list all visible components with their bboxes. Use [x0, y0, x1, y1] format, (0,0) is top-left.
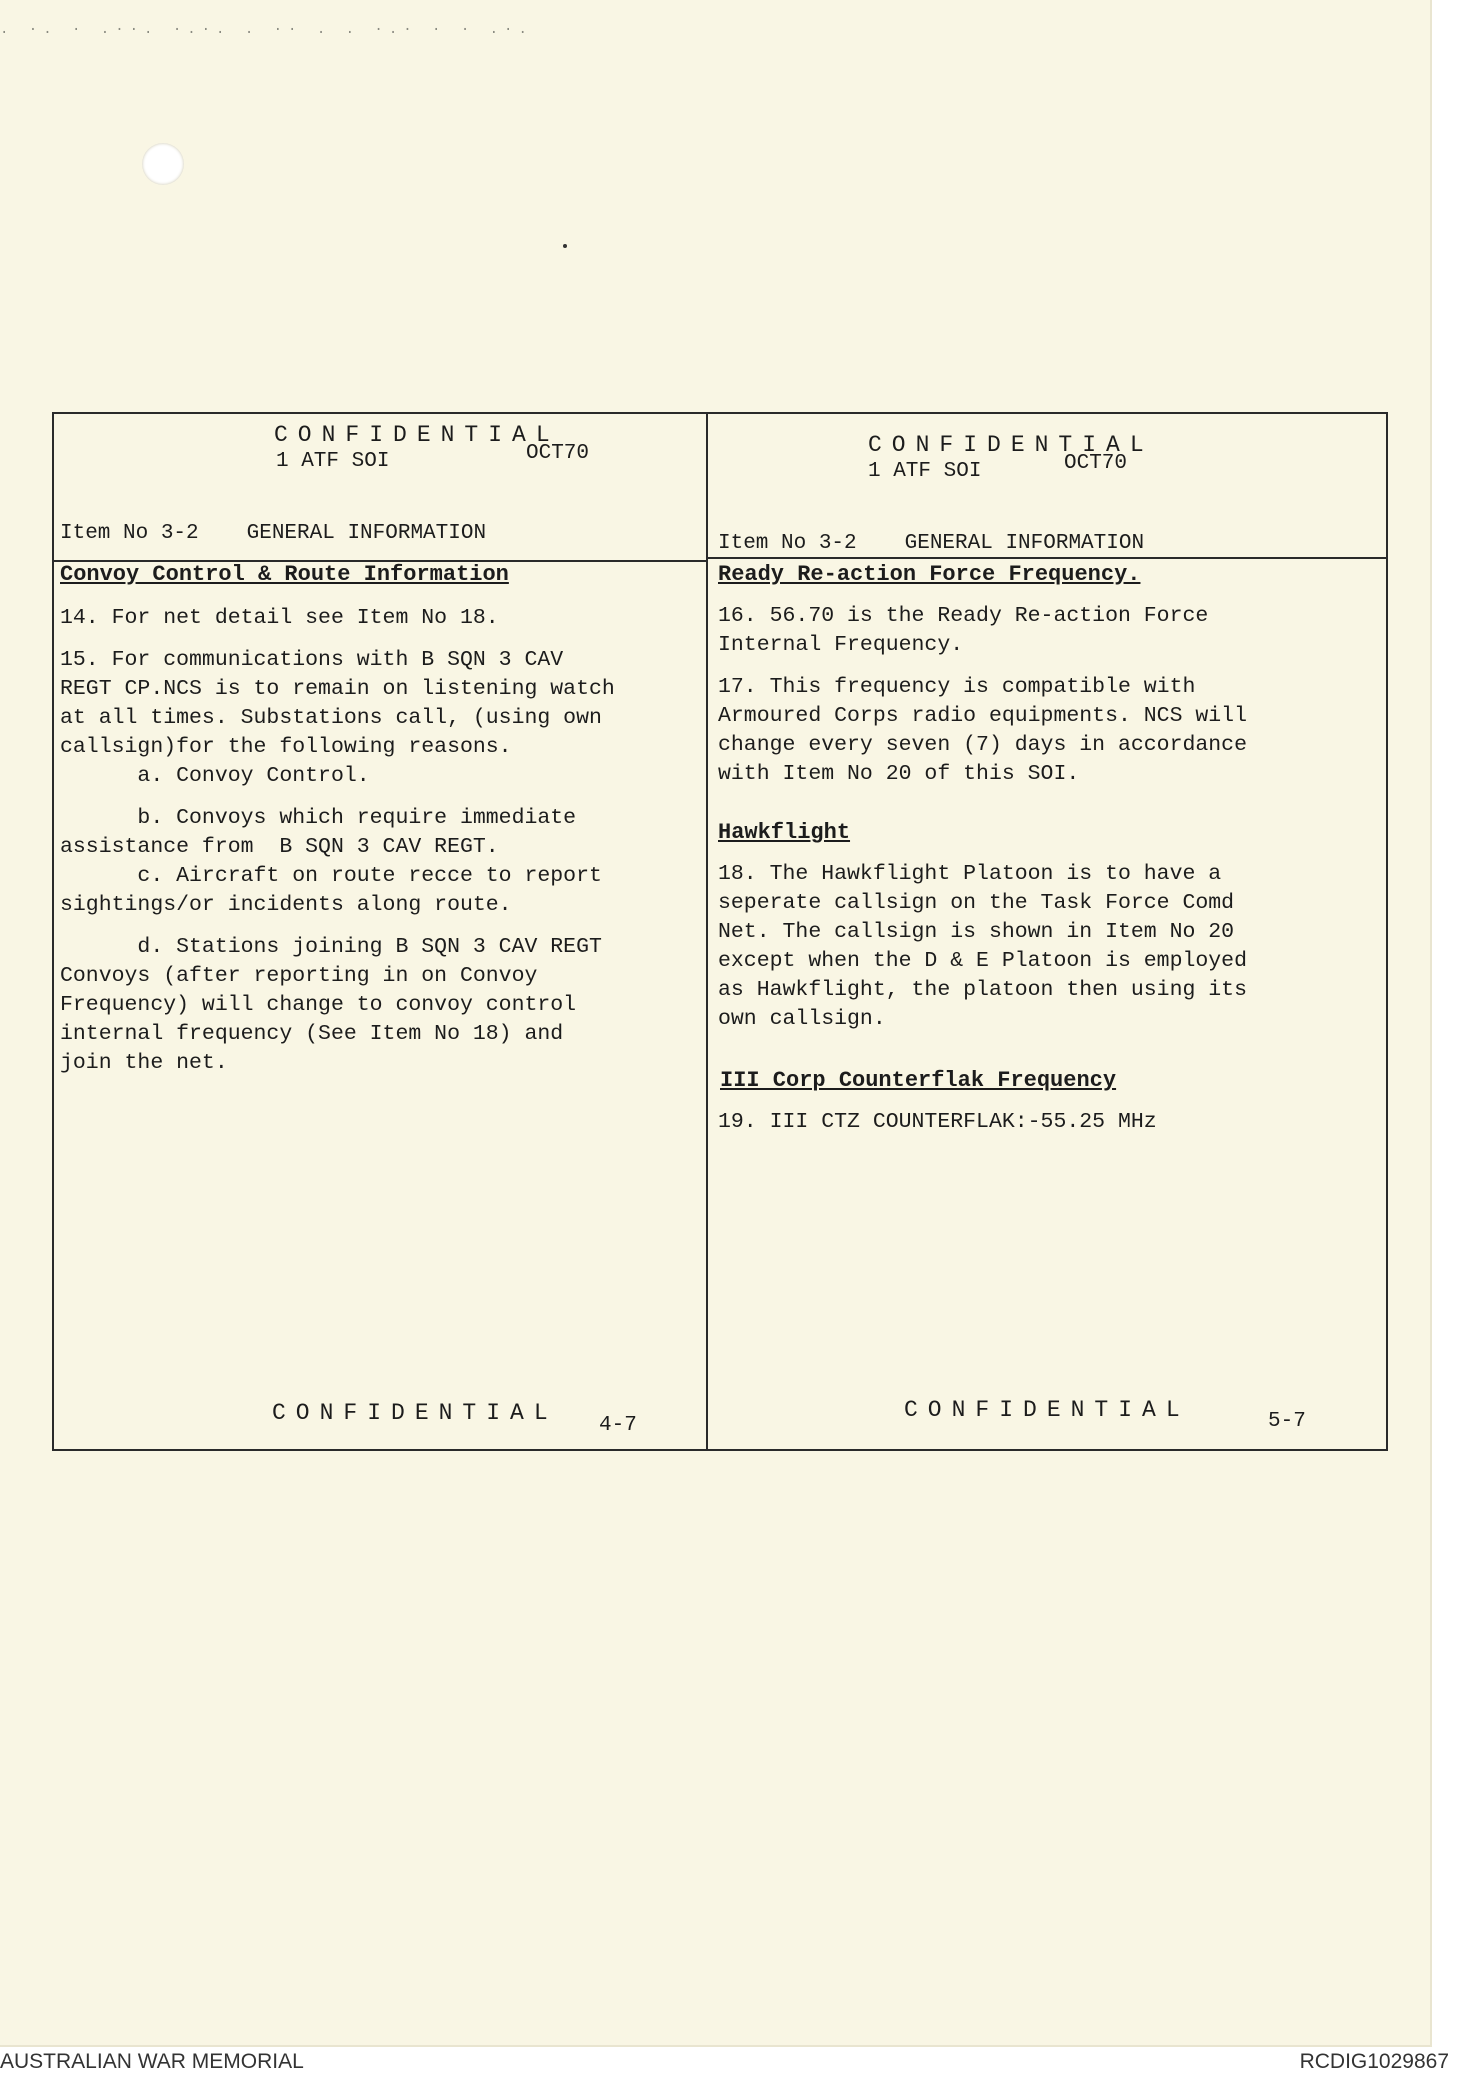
right-soi-line: [868, 452, 1128, 483]
text-line: 15. For communications with B SQN 3 CAV: [60, 648, 564, 672]
left-confidential-header: CONFIDENTIAL: [274, 422, 560, 448]
left-item-no: Item No 3-2: [60, 522, 199, 545]
left-soi-line: [276, 442, 590, 473]
text-line: REGT CP.NCS is to remain on listening watch: [60, 677, 615, 701]
text-line: Convoys (after reporting in on Convoy: [60, 964, 538, 988]
text-line: a. Convoy Control.: [60, 764, 370, 788]
right-section1-body: [718, 602, 1247, 789]
left-page: [54, 414, 706, 1449]
text-line: Armoured Corps radio equipments. NCS will: [718, 704, 1247, 728]
left-section-title: Convoy Control & Route Information: [60, 562, 509, 587]
text-line: d. Stations joining B SQN 3 CAV REGT: [60, 935, 602, 959]
text-line: as Hawkflight, the platoon then using its: [718, 978, 1247, 1002]
text-line: 17. This frequency is compatible with: [718, 675, 1196, 699]
left-soi: 1 ATF SOI: [276, 450, 390, 473]
paragraph-gap: [60, 791, 615, 804]
right-item-line: [718, 532, 1144, 555]
left-body: [60, 604, 615, 1078]
left-item-line: [60, 522, 486, 545]
right-page-number: 5-7: [1268, 1410, 1306, 1433]
text-line: change every seven (7) days in accordance: [718, 733, 1247, 757]
right-page: [708, 414, 1386, 1449]
text-line: assistance from B SQN 3 CAV REGT.: [60, 835, 499, 859]
text-line: Frequency) will change to convoy control: [60, 993, 577, 1017]
text-line: with Item No 20 of this SOI.: [718, 762, 1080, 786]
text-line: 16. 56.70 is the Ready Re-action Force: [718, 604, 1209, 628]
paragraph-gap: [718, 660, 1247, 673]
text-line: own callsign.: [718, 1007, 886, 1031]
right-section1-title: Ready Re-action Force Frequency.: [718, 562, 1141, 587]
left-date: OCT70: [526, 442, 590, 465]
text-line: 18. The Hawkflight Platoon is to have a: [718, 862, 1222, 886]
right-section2-body: [718, 860, 1247, 1034]
text-line: internal frequency (See Item No 18) and: [60, 1022, 564, 1046]
text-line: callsign)for the following reasons.: [60, 735, 512, 759]
footer-credit: AUSTRALIAN WAR MEMORIAL: [0, 2050, 304, 2073]
text-line: seperate callsign on the Task Force Comd: [718, 891, 1235, 915]
scan-artifacts: . ·. · .··. ·.·. . ·· . . ·.· · · .·.: [0, 22, 533, 38]
soi-form: [52, 412, 1388, 1451]
text-line: Net. The callsign is shown in Item No 20: [718, 920, 1235, 944]
paragraph-gap: [60, 920, 615, 933]
right-section2-title: Hawkflight: [718, 820, 851, 845]
text-line: except when the D & E Platoon is employed: [718, 949, 1247, 973]
text-line: at all times. Substations call, (using own: [60, 706, 602, 730]
footer-reference: RCDIG1029867: [1299, 2050, 1449, 2073]
right-date: OCT70: [1064, 452, 1128, 475]
right-confidential-footer: CONFIDENTIAL: [904, 1397, 1190, 1423]
right-section3-body: [718, 1108, 1157, 1137]
text-line: 14. For net detail see Item No 18.: [60, 606, 499, 630]
left-page-number: 4-7: [599, 1414, 637, 1437]
right-soi: 1 ATF SOI: [868, 460, 982, 483]
right-item-no: Item No 3-2: [718, 532, 857, 555]
text-line: Internal Frequency.: [718, 633, 964, 657]
paragraph-gap: [60, 633, 615, 646]
text-line: c. Aircraft on route recce to report: [60, 864, 602, 888]
speck: [563, 244, 567, 248]
text-line: join the net.: [60, 1051, 228, 1075]
left-item-title: GENERAL INFORMATION: [246, 522, 487, 545]
right-section3-title: III Corp Counterflak Frequency: [720, 1068, 1117, 1093]
text-line: sightings/or incidents along route.: [60, 893, 512, 917]
left-confidential-footer: CONFIDENTIAL: [272, 1400, 558, 1426]
punch-hole: [142, 143, 184, 185]
right-confidential-header: CONFIDENTIAL: [868, 432, 1154, 458]
right-item-title: GENERAL INFORMATION: [904, 532, 1145, 555]
text-line: b. Convoys which require immediate: [60, 806, 577, 830]
text-line: 19. III CTZ COUNTERFLAK:-55.25 MHz: [718, 1110, 1157, 1134]
